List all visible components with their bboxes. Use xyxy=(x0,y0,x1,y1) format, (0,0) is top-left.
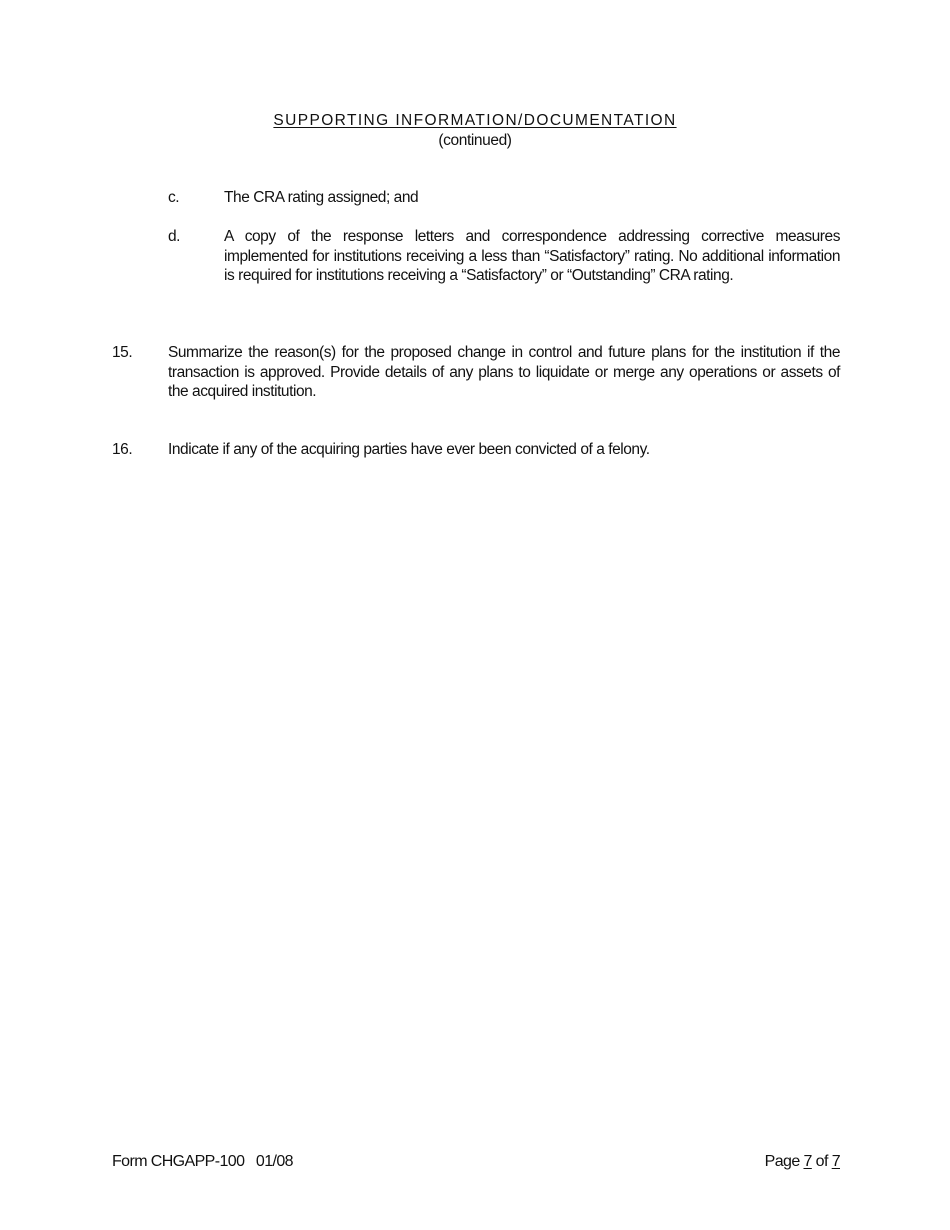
item-marker: 16. xyxy=(112,441,133,458)
item-text: Summarize the reason(s) for the proposed change in control and future plans for the institution if the transaction is approved. Provide details of any plans to liquidate or merge any operations or assets of the acquired institution. xyxy=(168,344,840,400)
item-text: Indicate if any of the acquiring parties have ever been convicted of a felony. xyxy=(168,441,650,458)
item-text: The CRA rating assigned; and xyxy=(224,189,419,206)
item-marker: c. xyxy=(168,189,180,206)
page-label: Page xyxy=(764,1153,800,1170)
item-marker: d. xyxy=(168,228,181,245)
heading-subtitle: (continued) xyxy=(438,131,512,149)
form-identifier: Form CHGAPP-100 01/08 xyxy=(112,1153,293,1170)
page-number xyxy=(765,1152,840,1172)
item-marker: 15. xyxy=(112,344,133,361)
heading-title: SUPPORTING INFORMATION/DOCUMENTATION xyxy=(273,112,677,129)
section-heading xyxy=(0,111,950,150)
item-text: A copy of the response letters and correspondence addressing corrective measures implemented for institutions receiving a less than “Satisfactory” rating. No additional information is required for institutions receiving a “Satisfactory” or “Outstanding” CRA rating. xyxy=(224,228,840,284)
page-total: 7 xyxy=(831,1153,840,1170)
page-of: of xyxy=(815,1153,828,1170)
page-current: 7 xyxy=(803,1153,812,1170)
